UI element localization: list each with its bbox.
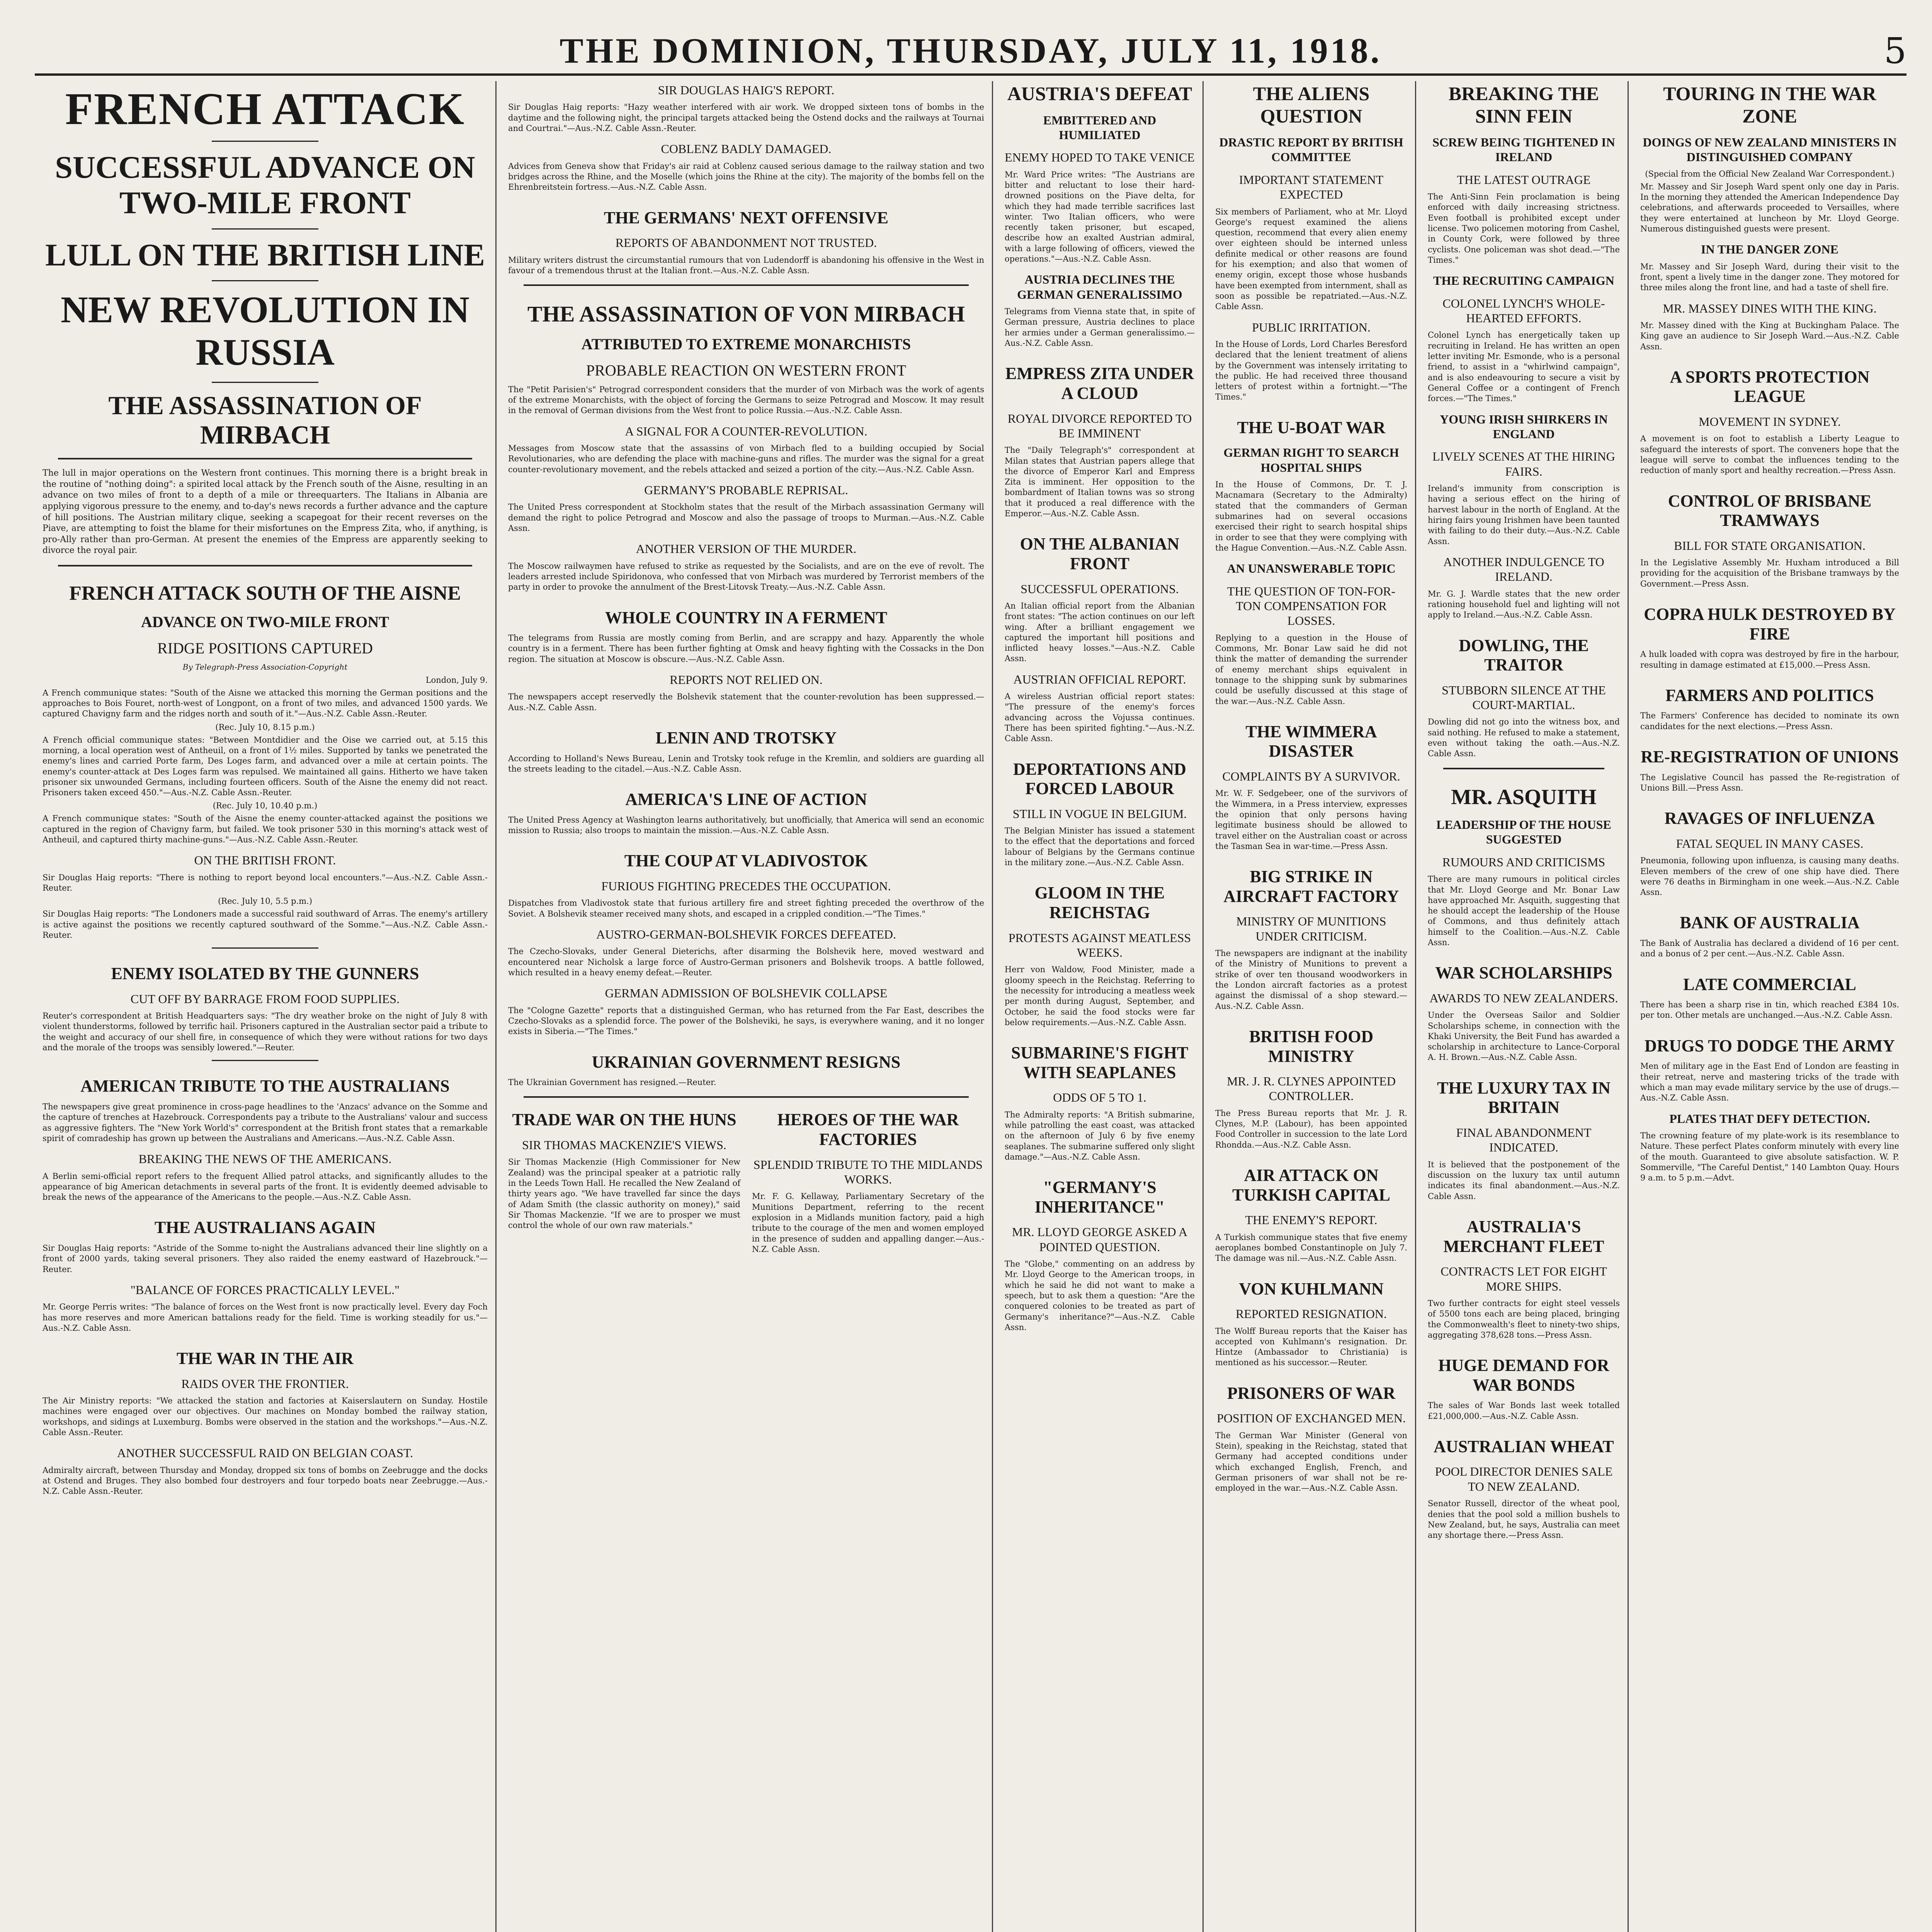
subhead-bill: BILL FOR STATE ORGANISATION. (1674, 538, 1866, 553)
subhead-tonnage: THE QUESTION OF TON-FOR-TON COMPENSATION FOR LOSSES. (1227, 584, 1396, 628)
article-paragraph: Dispatches from Vladivostok state that furious artillery fire and street fighting preceded the overthrow of the Soviet. A Bolshevik steamer received many shots, and escaped in a crippled condition.—"The Times." (508, 898, 984, 918)
article-paragraph: Replying to a question in the House of Commons, Mr. Bonar Law said he did not think the matter of demanding the surrender of enemy merchant ships equivalent in tonnage to the shipping sunk by submarines could be usefully discussed at this stage of the war.—Aus.-N.Z. Cable Assn. (1215, 633, 1407, 706)
article-paragraph: Advices from Geneva show that Friday's air raid at Coblenz caused serious damage to the railway station and two bridges across the Rhine, and the Moselle (which joins the Rhine at the city). The majority of the bombs fell on the Ehrenbreitstein fortress.—Aus.-N.Z. Cable Assn. (508, 161, 984, 192)
headline-uboat: THE U-BOAT WAR (1237, 418, 1386, 437)
article-paragraph: The "Petit Parisien's" Petrograd correspondent considers that the murder of von Mirbach was the work of agents of the extreme Monarchists, with the object of forcing the Germans to seize Petrograd and Moscow. It may result in the removal of German divisions from the West front to police Russia.—Aus.-N.Z. Cable Assn. (508, 384, 984, 415)
subhead-doings: DOINGS OF NEW ZEALAND MINISTERS IN DISTINGUISHED COMPANY (1643, 135, 1897, 164)
article-paragraph: Mr. G. J. Wardle states that the new order rationing household fuel and lighting will not apply to Ireland.—Aus.-N.Z. Cable Assn. (1428, 589, 1620, 620)
headline-kuhlmann: VON KUHLMANN (1239, 1279, 1384, 1298)
headline-aliens: THE ALIENS QUESTION (1253, 83, 1370, 127)
subhead-unanswerable: AN UNANSWERABLE TOPIC (1227, 561, 1396, 576)
subhead-venice: ENEMY HOPED TO TAKE VENICE (1005, 150, 1195, 165)
article-paragraph: The United Press Agency at Washington learns authoritatively, but unofficially, that America will send an economic mission to Russia; also troops to maintain the mission.—Aus.-N.Z. Cable Assn. (508, 815, 984, 835)
article-paragraph: Admiralty aircraft, between Thursday and Monday, dropped six tons of bombs on Zeebrugge and the docks at Ostend and Bruges. They also bombed four destroyers and four torpedo boats near Zeebrugge.—Aus.-N.Z. Cable Assn.-Reuter. (43, 1465, 488, 1496)
headline-next-offensive: THE GERMANS' NEXT OFFENSIVE (604, 208, 889, 227)
headline-dowling: DOWLING, THE TRAITOR (1459, 636, 1589, 675)
article-paragraph: Dowling did not go into the witness box, and said nothing. He refused to make a statement, even without taking the oath.—Aus.-N.Z. Cable Assn. (1428, 717, 1620, 759)
headline-aircraft-strike: BIG STRIKE IN AIRCRAFT FACTORY (1223, 867, 1399, 906)
headline-luxury-tax: THE LUXURY TAX IN BRITAIN (1437, 1078, 1611, 1117)
divider (58, 458, 472, 459)
headline-seaplanes: SUBMARINE'S FIGHT WITH SEAPLANES (1011, 1043, 1189, 1082)
subhead-successful-ops: SUCCESSFUL OPERATIONS. (1020, 582, 1179, 596)
received-time: (Rec. July 10, 8.15 p.m.) (215, 722, 315, 732)
divider (1443, 768, 1604, 769)
intro-paragraph: The lull in major operations on the Western front continues. This morning there is a bright break in the routine of "nothing doing": a spirited local attack by the French south of the Aisne, resulting in an advance on two miles of front to a depth of a mile or threequarters. The Italians in Albania are applying vigorous pressure to the enemy, and to-day's news records a further advance and the capture of hill positions. The Austrian military clique, seeking a scapegoat for their recent reverses on the Piave, are attempting to foist the blame for their misfortunes on the Empress Zita, who, if anything, is pro-Ally rather than pro-German. At present the enemies of the Empress are apparently seeking to divorce the royal pair. (43, 468, 488, 556)
article-paragraph: Reuter's correspondent at British Headquarters says: "The dry weather broke on the night of July 8 with violent thunderstorms, followed by terrific hail. Prisoners captured in the Australian sector paid a tribute to the weight and accuracy of our shell fire, in consequence of which they were without rations for two days and the morale of the troops was sensibly lowered."—Reuter. (43, 1011, 488, 1053)
article-paragraph: Mr. Massey dined with the King at Buckingham Palace. The King gave an audience to Sir Joseph Ward.—Aus.-N.Z. Cable Assn. (1640, 320, 1899, 351)
headline-scholarships: WAR SCHOLARSHIPS (1435, 963, 1612, 983)
headline-enemy-isolated: ENEMY ISOLATED BY THE GUNNERS (111, 964, 419, 983)
subhead-forces-defeated: AUSTRO-GERMAN-BOLSHEVIK FORCES DEFEATED. (596, 927, 896, 941)
headline-albanian: ON THE ALBANIAN FRONT (1020, 534, 1180, 573)
article-paragraph: The sales of War Bonds last week totalled £21,000,000.—Aus.-N.Z. Cable Assn. (1428, 1401, 1620, 1421)
subhead-generalissimo: AUSTRIA DECLINES THE GERMAN GENERALISSIMO (1017, 272, 1182, 301)
article-paragraph: The newspapers are indignant at the inability of the Ministry of Munitions to prevent a strike of over ten thousand woodworkers in the London aircraft factories as a protest against the dismissal of a shop steward.—Aus.-N.Z. Cable Assn. (1215, 949, 1407, 1011)
article-paragraph: The Press Bureau reports that Mr. J. R. Clynes, M.P. (Labour), has been appointed Food Controller in succession to the late Lord Rhondda.—Aus.-N.Z. Cable Assn. (1215, 1108, 1407, 1150)
bottom-split (508, 1106, 984, 1258)
article-paragraph: A French official communique states: "Between Montdidier and the Oise we carried out, at 5.15 this morning, a local operation west of Antheuil, on a front of 1½ miles. Supported by tanks we penetrated the enemy's lines and carried Porte farm, Des Loges farm, and advanced over a mile at certain points. The enemy's counter-attack at Des Loges farm was repulsed. We maintained all gains. Hitherto we have taken prisoner six unwounded Germans, including fourteen officers. South of the Aisne the enemy did not react. Prisoners taken exceed 450."—Aus.-N.Z. Cable Assn.-Reuter. (43, 735, 488, 798)
headline-bank: BANK OF AUSTRALIA (1680, 913, 1860, 932)
divider (212, 280, 319, 281)
article-paragraph: Sir Douglas Haig reports: "The Londoners made a successful raid southward of Arras. The enemy's artillery is active against the positions we recently captured southward of the Somme."—Aus.-N.Z. Cable Assn.-Reuter. (43, 909, 488, 940)
column-4 (1208, 81, 1416, 1932)
article-paragraph: In the House of Commons, Dr. T. J. Macnamara (Secretary to the Admiralty) stated that the commanders of German submarines had on several occasions exercised their right to search hospital ships in order to see that they were complying with the Hague Convention.—Aus.-N.Z. Cable Assn. (1215, 480, 1407, 553)
subhead-divorce: ROYAL DIVORCE REPORTED TO BE IMMINENT (1007, 411, 1192, 440)
article-paragraph: The Ukrainian Government has resigned.—Reuter. (508, 1078, 716, 1087)
headline-farmers: FARMERS AND POLITICS (1665, 685, 1874, 705)
column-2 (500, 81, 993, 1932)
divider (524, 1096, 969, 1098)
subhead-splendid: SPLENDID TRIBUTE TO THE MIDLANDS WORKS. (753, 1157, 983, 1187)
subhead-complaints: COMPLAINTS BY A SURVIVOR. (1222, 769, 1400, 783)
advert-text: The crowning feature of my plate-work is its resemblance to Nature. These perfect Plates conform minutely with every line of the mouth. Guaranteed to give absolute satisfaction. W. P. Sommerville, "The Careful Dentist," 140 Lambton Quay. Hours 9 a.m. to 5 p.m.—Advt. (1640, 1131, 1899, 1183)
subhead-rumours: RUMOURS AND CRITICISMS (1442, 855, 1605, 869)
divider (212, 228, 319, 230)
article-paragraph: Ireland's immunity from conscription is having a serious effect on the hiring of harvest labour in the north of England. At the hiring fairs young Irishmen have been taunted with failing to do their duty.—Aus.-N.Z. Cable Assn. (1428, 484, 1620, 546)
special-note: (Special from the Official New Zealand War Correspondent.) (1645, 169, 1895, 179)
headline-assassination-mirbach: THE ASSASSINATION OF VON MIRBACH (527, 301, 965, 327)
heroes-block (752, 1106, 984, 1258)
subhead-furious-fighting: FURIOUS FIGHTING PRECEDES THE OCCUPATION. (601, 879, 891, 893)
article-paragraph: Mr. Massey and Sir Joseph Ward spent only one day in Paris. In the morning they attended the American Independence Day celebrations, and afterwards proceeded to Versailles, where they were entertained at luncheon by Mr. Lloyd George. Numerous distinguished guests were present. (1640, 182, 1899, 233)
article-paragraph: Sir Douglas Haig reports: "Hazy weather interfered with air work. We dropped sixteen tons of bombs in the daytime and the following night, the principal targets attacked being the Ostend docks and the railways at Tournai and Courtrai."—Aus.-N.Z. Cable Assn.-Reuter. (508, 102, 984, 133)
headline-sinn-fein: BREAKING THE SINN FEIN (1448, 83, 1599, 127)
subhead-british-front: ON THE BRITISH FRONT. (194, 853, 336, 867)
byline: By Telegraph-Press Association-Copyright (182, 662, 348, 672)
headline-late-commercial: LATE COMMERCIAL (1683, 975, 1856, 994)
subhead-hiring-fairs: LIVELY SCENES AT THE HIRING FAIRS. (1432, 449, 1615, 478)
article-paragraph: Colonel Lynch has energetically taken up recruiting in Ireland. He has written an open letter inviting Mr. Esmonde, who is a personal friend, to assist in a "whirlwind campaign", and is also endeavouring to secure a visit by General Coffee or a contingent of French forces.—"The Times." (1428, 330, 1620, 403)
subhead-exchanged: POSITION OF EXCHANGED MEN. (1217, 1411, 1406, 1425)
headline-influenza: RAVAGES OF INFLUENZA (1664, 809, 1875, 828)
article-paragraph: According to Holland's News Bureau, Lenin and Trotsky took refuge in the Kremlin, and soldiers are guarding all the streets leading to the citadel.—Aus.-N.Z. Cable Assn. (508, 753, 984, 774)
article-paragraph: Mr. Ward Price writes: "The Austrians are bitter and reluctant to lose their hard-drowned positions on the Piave delta, for which they had made terrible sacrifices last winter. Two Italian officers, who were recently taken prisoner, but escaped, describe how an exalted Austrian admiral, with a large following of officers, viewed the operations."—Aus.-N.Z. Cable Assn. (1005, 170, 1195, 264)
subhead-resignation: REPORTED RESIGNATION. (1236, 1307, 1387, 1321)
article-paragraph: The Legislative Council has passed the Re-registration of Unions Bill.—Press Assn. (1640, 772, 1899, 793)
article-paragraph: The Farmers' Conference has decided to nominate its own candidates for the next elections.—Press Assn. (1640, 711, 1899, 731)
article-paragraph: Sir Douglas Haig reports: "Astride of the Somme to-night the Australians advanced their line slightly on a front of 2000 yards, taking several prisoners. They also raided the enemy eastward of Hazebrouck."—Reuter. (43, 1243, 488, 1274)
divider (212, 382, 319, 383)
headline-wheat: AUSTRALIAN WHEAT (1434, 1437, 1614, 1456)
article-paragraph: The "Cologne Gazette" reports that a distinguished German, who has returned from the Far East, describes the Czecho-Slovaks as a splendid force. The power of the Bolsheviki, he says, is everywhere waning, and it no longer exists in Siberia.—"The Times." (508, 1005, 984, 1036)
article-paragraph: Mr. George Perris writes: "The balance of forces on the West front is now practically level. Every day Foch has more reserves and more American battalions ready for the field. Time is working steadily for us."—Aus.-N.Z. Cable Assn. (43, 1302, 488, 1333)
subhead-austrian-official: AUSTRIAN OFFICIAL REPORT. (1013, 672, 1186, 686)
subhead-silence: STUBBORN SILENCE AT THE COURT-MARTIAL. (1442, 683, 1606, 712)
headline-unions: RE-REGISTRATION OF UNIONS (1641, 747, 1899, 767)
received-time: (Rec. July 10, 10.40 p.m.) (213, 801, 318, 811)
article-paragraph: In the House of Lords, Lord Charles Beresford declared that the lenient treatment of aliens by the Government was intensely irritating to the public. He had received three thousand letters of protest within a fortnight.—"The Times." (1215, 339, 1407, 402)
article-paragraph: Under the Overseas Sailor and Soldier Scholarships scheme, in connection with the Khaki University, the Beit Fund has awarded a scholarship in architecture to Lance-Corporal A. H. Brown.—Aus.-N.Z. Cable Assn. (1428, 1010, 1620, 1062)
subhead-belgium: STILL IN VOGUE IN BELGIUM. (1012, 806, 1187, 821)
divider (58, 565, 472, 566)
headline-america-action: AMERICA'S LINE OF ACTION (625, 790, 867, 809)
article-paragraph: Telegrams from Vienna state that, in spite of German pressure, Austria declines to place her armies under a German generalissimo.—Aus.-N.Z. Cable Assn. (1005, 307, 1195, 348)
article-paragraph: A wireless Austrian official report states: "The pressure of the enemy's forces advancing across the Vojussa continues. There has been spirited fighting."—Aus.-N.Z. Cable Assn. (1005, 692, 1195, 743)
column-1 (35, 81, 497, 1932)
article-paragraph: Six members of Parliament, who at Mr. Lloyd George's request examined the aliens question, recommend that every alien enemy over eighteen should be interned unless definite medical or other reasons are found for his exemption; and also that women of enemy origin, except those whose husbands have been exempted from internment, shall as soon as possible be repatriated.—Aus.-N.Z. Cable Assn. (1215, 207, 1407, 311)
subhead-breaking-news: BREAKING THE NEWS OF THE AMERICANS. (138, 1152, 392, 1166)
article-paragraph: The Bank of Australia has declared a dividend of 16 per cent. and a bonus of 2 per cent.—Aus.-N.Z. Cable Assn. (1640, 938, 1899, 959)
trade-war-block (508, 1106, 740, 1258)
article-paragraph: There has been a sharp rise in tin, which reached £384 10s. per ton. Other metals are unchanged.—Aus.-N.Z. Cable Assn. (1640, 1000, 1899, 1020)
headline-austria-defeat: AUSTRIA'S DEFEAT (1007, 83, 1192, 104)
article-paragraph: Men of military age in the East End of London are feasting in their retreat, nerve and mastering tricks of the trade with which a man may evade military service by the use of drugs.—Aus.-N.Z. Cable Assn. (1640, 1061, 1899, 1103)
article-paragraph: The Czecho-Slovaks, under General Dieterichs, after disarming the Bolshevik here, moved westward and encountered near Nicholsk a large force of Austro-German prisoners and Bolshevik troops. A battle followed, which resulted in a heavy enemy defeat.—Reuter. (508, 947, 984, 977)
subhead-bolshevik-collapse: GERMAN ADMISSION OF BOLSHEVIK COLLAPSE (605, 986, 888, 1000)
subhead-abandonment: FINAL ABANDONMENT INDICATED. (1456, 1125, 1592, 1155)
subhead-hospital-ships: GERMAN RIGHT TO SEARCH HOSPITAL SHIPS (1223, 446, 1399, 474)
article-paragraph: A Turkish communique states that five enemy aeroplanes bombed Constantinople on July 7. The damage was nil.—Aus.-N.Z. Cable Assn. (1215, 1232, 1407, 1263)
article-paragraph: An Italian official report from the Albanian front states: "The action continues on our left wing. After a brilliant engagement we captured the important hill positions and inflicted heavy losses."—Aus.-N.Z. Cable Assn. (1005, 601, 1195, 663)
subhead-lynch: COLONEL LYNCH'S WHOLE-HEARTED EFFORTS. (1442, 296, 1605, 325)
subhead-indulgence: ANOTHER INDULGENCE TO IRELAND. (1443, 554, 1604, 584)
subhead-belgian-coast: ANOTHER SUCCESSFUL RAID ON BELGIAN COAST. (117, 1446, 413, 1460)
subhead-shirkers: YOUNG IRISH SHIRKERS IN ENGLAND (1440, 412, 1608, 441)
subhead-awards: AWARDS TO NEW ZEALANDERS. (1429, 991, 1618, 1005)
subhead-lloyd-george: MR. LLOYD GEORGE ASKED A POINTED QUESTION. (1012, 1225, 1188, 1254)
article-paragraph: Sir Douglas Haig reports: "There is nothing to report beyond local encounters."—Aus.-N.Z. Cable Assn.-Reuter. (43, 872, 488, 893)
headline-prisoners: PRISONERS OF WAR (1227, 1383, 1396, 1403)
headline-heroes: HEROES OF THE WAR FACTORIES (777, 1110, 959, 1149)
article-paragraph: In the Legislative Assembly Mr. Huxham introduced a Bill providing for the acquisition of the Brisbane tramways by the Government.—Press Assn. (1640, 558, 1899, 588)
article-paragraph: Two further contracts for eight steel vessels of 5500 tons each are being placed, bringing the Commonwealth's fleet to ninety-two ships, aggregating 378,628 tons.—Press Assn. (1428, 1298, 1620, 1340)
headline-coup-vladivostok: THE COUP AT VLADIVOSTOK (624, 851, 868, 871)
subhead-embittered: EMBITTERED AND HUMILIATED (1043, 113, 1156, 142)
article-paragraph: A French communique states: "South of the Aisne we attacked this morning the German positions and the approaches to Bois Fouret, north-west of Longpont, on a front of two miles, and advanced 1500 yards. We captured Chavigny farm and the ridges north and south of it."—Aus.-N.Z. Cable Assn.-Reuter. (43, 688, 488, 719)
subhead-balance: "BALANCE OF FORCES PRACTICALLY LEVEL." (130, 1282, 400, 1297)
headline-touring: TOURING IN THE WAR ZONE (1663, 83, 1876, 127)
headline-war-bonds: HUGE DEMAND FOR WAR BONDS (1438, 1356, 1609, 1395)
article-paragraph: A movement is on foot to establish a Liberty League to safeguard the interests of sport. The conveners hope that the league will serve to combat the influences tending to the reduction of manly sport and healthy recreation.—Press Assn. (1640, 434, 1899, 475)
subhead-danger-zone: IN THE DANGER ZONE (1701, 242, 1838, 257)
subhead-drastic: DRASTIC REPORT BY BRITISH COMMITTEE (1219, 135, 1403, 164)
headline-trade-war: TRADE WAR ON THE HUNS (512, 1110, 736, 1129)
article-paragraph: Pneumonia, following upon influenza, is causing many deaths. Eleven members of the crew of one ship have died. There were 76 deaths in Birmingham in one week.—Aus.-N.Z. Cable Assn. (1640, 856, 1899, 897)
article-paragraph: A Berlin semi-official report refers to the frequent Allied patrol attacks, and significantly alludes to the appearance of big American detachments in several parts of the front. It is evidently deemed advisable to break the news of the appearance of the Americans to the people.—Aus.-N.Z. Cable Assn. (43, 1171, 488, 1202)
column-3 (997, 81, 1204, 1932)
subhead-successful-advance: SUCCESSFUL ADVANCE ON TWO-MILE FRONT (55, 149, 475, 220)
headline-copra-hulk: COPRA HULK DESTROYED BY FIRE (1644, 605, 1896, 643)
headline-zita: EMPRESS ZITA UNDER A CLOUD (1005, 364, 1194, 403)
subhead-lull: LULL ON THE BRITISH LINE (45, 237, 485, 272)
subhead-reprisal: GERMANY'S PROBABLE REPRISAL. (644, 483, 848, 497)
article-paragraph: The Wolff Bureau reports that the Kaiser has accepted von Kuhlmann's resignation. Dr. Hintze (Ambassador to Christiania) is mentioned as his successor.—Reuter. (1215, 1326, 1407, 1367)
article-paragraph: A French communique states: "South of the Aisne the enemy counter-attacked against the positions we captured in the region of Chavigny farm, but failed. We took prisoner 530 in this morning's attack west of Antheuil, and captured thirty machine-guns."—Aus.-N.Z. Cable Assn.-Reuter. (43, 814, 488, 844)
headline-turkish-capital: AIR ATTACK ON TURKISH CAPITAL (1232, 1166, 1390, 1204)
masthead (35, 27, 1906, 76)
article-paragraph: Mr. F. G. Kellaway, Parliamentary Secretary of the Munitions Department, referring to the recent explosion in a Midlands munition factory, paid a high tribute to the courage of the men and women employed in the presence of sudden and appalling danger.—Aus.-N.Z. Cable Assn. (752, 1192, 984, 1254)
article-paragraph: The Admiralty reports: "A British submarine, while patrolling the east coast, was attacked on the afternoon of July 6 by five enemy seaplanes. The submarine suffered only slight damage."—Aus.-N.Z. Cable Assn. (1005, 1110, 1195, 1162)
subhead-coblenz: COBLENZ BADLY DAMAGED. (661, 142, 832, 156)
subhead-munitions: MINISTRY OF MUNITIONS UNDER CRITICISM. (1236, 914, 1386, 943)
subhead-odds: ODDS OF 5 TO 1. (1053, 1090, 1146, 1105)
article-paragraph: Herr von Waldow, Food Minister, made a gloomy speech in the Reichstag. Referring to the necessity for introducing a meatless week per month during August, September, and October, he said the food stocks were far below requirements.—Aus.-N.Z. Cable Assn. (1005, 965, 1195, 1027)
article-paragraph: Sir Thomas Mackenzie (High Commissioner for New Zealand) was the principal speaker at a patriotic rally in the Leeds Town Hall. He recalled the New Zealand of thirty years ago. "We have travelled far since the days of Adam Smith (the classic authority on money)," said Sir Thomas Mackenzie. "If we are to prosper we must control the whole of our own raw materials." (508, 1157, 740, 1230)
subhead-new-revolution: NEW REVOLUTION IN RUSSIA (60, 289, 470, 374)
headline-tramways: CONTROL OF BRISBANE TRAMWAYS (1668, 491, 1872, 530)
article-paragraph: The Air Ministry reports: "We attacked the station and factories at Kaiserslautern on Sunday. Hostile machines were engaged over our objectives. Our machines on Monday bombed the railway station, workshops, and sidings at Luxemburg. Bombs were observed in the station and the workshops."—Aus.-N.Z. Cable Assn.-Reuter. (43, 1396, 488, 1437)
divider (212, 947, 319, 949)
divider (524, 284, 969, 286)
headline-french-attack: FRENCH ATTACK (65, 83, 465, 134)
subhead-two-mile: ADVANCE ON TWO-MILE FRONT (141, 613, 389, 631)
subhead-another-version: ANOTHER VERSION OF THE MURDER. (636, 542, 857, 556)
headline-ferment: WHOLE COUNTRY IN A FERMENT (605, 608, 888, 627)
subhead-dines-king: MR. MASSEY DINES WITH THE KING. (1663, 301, 1877, 315)
received-time: (Rec. July 10, 5.5 p.m.) (218, 896, 312, 906)
divider (212, 141, 319, 142)
subhead-recruiting: THE RECRUITING CAMPAIGN (1433, 274, 1614, 288)
subhead-fatal: FATAL SEQUEL IN MANY CASES. (1676, 836, 1864, 850)
subhead-irritation: PUBLIC IRRITATION. (1252, 320, 1371, 334)
headline-deportations: DEPORTATIONS AND FORCED LABOUR (1013, 759, 1186, 798)
headline-inheritance: "GERMANY'S INHERITANCE" (1034, 1178, 1165, 1216)
article-paragraph: Military writers distrust the circumstantial rumours that von Ludendorff is abandoning his offensive in the West in favour of a tremendous thrust at the Italian front.—Aus.-N.Z. Cable Assn. (508, 255, 984, 275)
subhead-counter-revolution: A SIGNAL FOR A COUNTER-REVOLUTION. (625, 424, 867, 438)
subhead-monarchists: ATTRIBUTED TO EXTREME MONARCHISTS (581, 335, 911, 353)
subhead-raids: RAIDS OVER THE FRONTIER. (181, 1376, 349, 1391)
article-paragraph: There are many rumours in political circles that Mr. Lloyd George and Mr. Bonar Law have approached Mr. Asquith, suggesting that he should accept the leadership of the House of Commons, and thus definitely attach himself to the Coalition.—Aus.-N.Z. Cable Assn. (1428, 874, 1620, 947)
subhead-outrage: THE LATEST OUTRAGE (1457, 172, 1591, 187)
subhead-ridge: RIDGE POSITIONS CAPTURED (157, 639, 373, 657)
headline-american-tribute: AMERICAN TRIBUTE TO THE AUSTRALIANS (80, 1077, 450, 1096)
subhead-reaction: PROBABLE REACTION ON WESTERN FRONT (586, 361, 906, 379)
article-paragraph: The newspapers give great prominence in cross-page headlines to the 'Anzacs' advance on the Somme and the capture of trenches at Hazebrouck. Correspondents pay a tribute to the Australians' valour and success as aggressive fighters. The "New York World's" correspondent at the British front states that a remarkable spirit of comradeship has grown up between the Australians and Americans.—Aus.-N.Z. Cable Assn. (43, 1102, 488, 1143)
advert-heading: PLATES THAT DEFY DETECTION. (1669, 1111, 1870, 1126)
subhead-assassination: THE ASSASSINATION OF MIRBACH (108, 390, 422, 450)
headline-french-aisne: FRENCH ATTACK SOUTH OF THE AISNE (69, 582, 461, 604)
subhead-sydney: MOVEMENT IN SYDNEY. (1699, 415, 1841, 429)
subhead-important: IMPORTANT STATEMENT EXPECTED (1239, 172, 1384, 202)
masthead-title: THE DOMINION, THURSDAY, JULY 11, 1918. (560, 31, 1382, 70)
article-paragraph: The Anti-Sinn Fein proclamation is being enforced with daily increasing strictness. Even football is prohibited except under license. Two policemen motoring from Cashel, in County Cork, were followed by three cyclists. One policeman was shot dead.—"The Times." (1428, 192, 1620, 265)
article-paragraph: Senator Russell, director of the wheat pool, denies that the pool sold a million bushels to New Zealand, but, he says, Australia can meet any shortage there.—Press Assn. (1428, 1499, 1620, 1540)
article-paragraph: The German War Minister (General von Stein), speaking in the Reichstag, stated that Germany had accepted conditions under which exchanged English, French, and German prisoners of war shall not be re-employed in the war.—Aus.-N.Z. Cable Assn. (1215, 1430, 1407, 1493)
column-6 (1633, 81, 1907, 1932)
article-paragraph: Messages from Moscow state that the assassins of von Mirbach fled to a building occupied by Social Revolutionaries, who are defending the place with machine-guns and rifles. The murder was the signal for a great counter-revolutionary movement, and the rebels attacked and seized a portion of the city.—Aus.-N.Z. Cable Assn. (508, 444, 984, 474)
subhead-contracts: CONTRACTS LET FOR EIGHT MORE SHIPS. (1440, 1264, 1607, 1293)
divider (212, 1060, 319, 1061)
article-paragraph: Mr. W. F. Sedgebeer, one of the survivors of the Wimmera, in a Press interview, expresses the opinion that only persons having legitimate business should be allowed to travel either on the Australian coast or across the Tasman Sea in war-time.—Press Assn. (1215, 789, 1407, 851)
headline-food-ministry: BRITISH FOOD MINISTRY (1249, 1027, 1374, 1066)
headline-sports-league: A SPORTS PROTECTION LEAGUE (1670, 367, 1870, 406)
column-5 (1420, 81, 1629, 1932)
headline-australians-again: THE AUSTRALIANS AGAIN (154, 1218, 376, 1237)
subhead-clynes: MR. J. R. CLYNES APPOINTED CONTROLLER. (1227, 1074, 1396, 1103)
subhead-leadership: LEADERSHIP OF THE HOUSE SUGGESTED (1436, 818, 1611, 847)
subhead-abandonment: REPORTS OF ABANDONMENT NOT TRUSTED. (615, 236, 877, 250)
subhead-enemy-report: THE ENEMY'S REPORT. (1245, 1213, 1378, 1227)
page-number: 5 (1884, 30, 1906, 71)
article-paragraph: A hulk loaded with copra was destroyed by fire in the harbour, resulting in damage estimated at £15,000.—Press Assn. (1640, 650, 1899, 670)
subhead-pool: POOL DIRECTOR DENIES SALE TO NEW ZEALAND. (1435, 1464, 1613, 1493)
article-paragraph: Mr. Massey and Sir Joseph Ward, during their visit to the front, spent a lively time in the danger zone. They motored for three miles along the front line, and had a taste of shell fire. (1640, 262, 1899, 293)
headline-reichstag: GLOOM IN THE REICHSTAG (1034, 883, 1165, 922)
article-paragraph: The "Daily Telegraph's" correspondent at Milan states that Austrian papers allege that the divorce of Emperor Karl and Empress Zita is imminent. Her opposition to the bombardment of Italian towns was so strong that it produced a real difference with the Emperor.—Aus.-N.Z. Cable Assn. (1005, 446, 1195, 519)
article-paragraph: It is believed that the postponement of the discussion on the luxury tax until autumn indicates its final abandonment.—Aus.-N.Z. Cable Assn. (1428, 1160, 1620, 1201)
article-paragraph: The Moscow railwaymen have refused to strike as requested by the Socialists, and are on the eve of revolt. The leaders arrested include Spiridonova, who confessed that von Mirbach was murdered by Terrorist members of the party in order to provoke the annulment of the Brest-Litovsk Treaty.—Aus.-N.Z. Cable Assn. (508, 561, 984, 592)
headline-lenin-trotsky: LENIN AND TROTSKY (655, 728, 837, 748)
subhead-screw: SCREW BEING TIGHTENED IN IRELAND (1432, 135, 1615, 164)
article-paragraph: The Belgian Minister has issued a statement to the effect that the deportations and forced labour of Belgians by the Germans continue in the military zone.—Aus.-N.Z. Cable Assn. (1005, 826, 1195, 867)
subhead-haig-report: SIR DOUGLAS HAIG'S REPORT. (658, 83, 835, 97)
article-paragraph: The telegrams from Russia are mostly coming from Berlin, and are scrappy and hazy. Apparently the whole country is in a ferment. There has been further fighting at Omsk and heavy fighting with the Cossacks in the Don region. The situation at Moscow is obscure.—Aus.-N.Z. Cable Assn. (508, 633, 984, 664)
headline-asquith: MR. ASQUITH (1451, 785, 1597, 809)
dateline: London, July 9. (425, 675, 488, 685)
headline-ukrainian: UKRAINIAN GOVERNMENT RESIGNS (592, 1052, 901, 1071)
subhead-meatless: PROTESTS AGAINST MEATLESS WEEKS. (1008, 930, 1191, 959)
headline-merchant-fleet: AUSTRALIA'S MERCHANT FLEET (1443, 1217, 1604, 1256)
subhead-cut-off: CUT OFF BY BARRAGE FROM FOOD SUPPLIES. (130, 992, 400, 1006)
subhead-mackenzie: SIR THOMAS MACKENZIE'S VIEWS. (522, 1138, 727, 1152)
headline-war-in-air: THE WAR IN THE AIR (176, 1349, 354, 1368)
article-paragraph: The "Globe," commenting on an address by Mr. Lloyd George to the American troops, in which he said he did not want to make a speech, but to ask them a question: "Are the conquered colonies to be treated as part of Germany's inheritance?"—Aus.-N.Z. Cable Assn. (1005, 1259, 1195, 1332)
headline-wimmera: THE WIMMERA DISASTER (1245, 722, 1377, 761)
article-paragraph: The newspapers accept reservedly the Bolshevik statement that the counter-revolution has been suppressed.—Aus.-N.Z. Cable Assn. (508, 692, 984, 712)
subhead-not-relied: REPORTS NOT RELIED ON. (670, 673, 823, 687)
article-paragraph: The United Press correspondent at Stockholm states that the result of the Mirbach assassination Germany will demand the right to police Petrograd and Moscow and also the passage of troops to Murman.—Aus.-N.Z. Cable Assn. (508, 502, 984, 533)
headline-drugs: DRUGS TO DODGE THE ARMY (1645, 1036, 1895, 1055)
